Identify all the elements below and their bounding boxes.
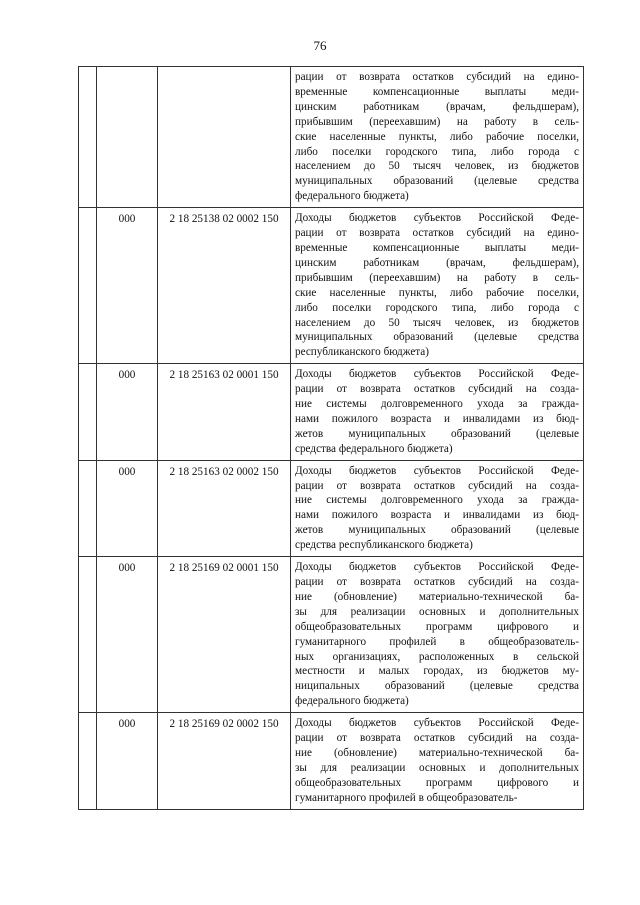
description-line: республиканского бюджета) — [295, 346, 430, 359]
description-line: Доходы бюджетов субъектов Российской Феде- — [295, 561, 579, 574]
blank-cell — [79, 364, 97, 460]
description-line: общеобразовательных программ цифрового и — [295, 620, 579, 633]
description-cell — [291, 460, 584, 556]
admin-code-cell: 000 — [97, 208, 158, 364]
description-cell — [291, 364, 584, 460]
admin-code-cell: 000 — [97, 557, 158, 713]
description-line: цинским работникам (врачам, фельдшерам), — [295, 100, 579, 113]
blank-cell — [79, 713, 97, 809]
kbk-code-cell: 2 18 25169 02 0002 150 — [158, 713, 291, 809]
kbk-code-cell: 2 18 25163 02 0002 150 — [158, 460, 291, 556]
description-line: ние системы долговременного ухода за гражда- — [295, 494, 579, 507]
description-line: нами пожилого возраста и инвалидами из бюд- — [295, 412, 579, 425]
description-line: федерального бюджета) — [295, 190, 409, 203]
blank-cell — [79, 67, 97, 208]
description-line: ние системы долговременного ухода за гражда- — [295, 398, 579, 411]
description-line: ние (обновление) материально-технической ба- — [295, 746, 579, 759]
page-number: 76 — [313, 38, 327, 53]
table-row — [79, 713, 584, 809]
description-line: рации от возврата остатков субсидий на едино- — [295, 227, 579, 240]
budget-classification-table — [78, 66, 584, 810]
description-line: населением до 50 тысяч человек, из бюджетов — [295, 316, 579, 329]
description-line: рации от возврата остатков субсидий на созда- — [295, 383, 579, 396]
table-row — [79, 364, 584, 460]
description-line: нами пожилого возраста и инвалидами из бюд- — [295, 509, 579, 522]
description-line: прибывшим (переехавшим) на работу в сель- — [295, 271, 579, 284]
description-line: зы для реализации основных и дополнительных — [295, 605, 579, 618]
description-line: ние (обновление) материально-технической ба- — [295, 590, 579, 603]
admin-code-cell: 000 — [97, 460, 158, 556]
description-line: жетов муниципальных образований (целевые — [295, 427, 579, 440]
table-row — [79, 460, 584, 556]
table-row — [79, 208, 584, 364]
description-line: федерального бюджета) — [295, 695, 409, 708]
description-line: зы для реализации основных и дополнительных — [295, 761, 579, 774]
kbk-code-cell: 2 18 25169 02 0001 150 — [158, 557, 291, 713]
description-line: местности и малых городах, из бюджетов му- — [295, 665, 579, 678]
description-line: ных организациях, расположенных в сельской — [295, 650, 579, 663]
kbk-code-cell — [158, 67, 291, 208]
description-line: Доходы бюджетов субъектов Российской Феде- — [295, 717, 579, 730]
description-line: ские населенные пункты, либо рабочие поселки, — [295, 130, 579, 143]
description-line: общеобразовательных программ цифрового и — [295, 776, 579, 789]
description-line: ниципальных образований (целевые средства — [295, 680, 579, 693]
kbk-code-cell: 2 18 25138 02 0002 150 — [158, 208, 291, 364]
description-line: муниципальных образований (целевые средства — [295, 175, 579, 188]
blank-cell — [79, 460, 97, 556]
description-line: либо поселки городского типа, либо города с — [295, 301, 579, 314]
admin-code-cell — [97, 67, 158, 208]
description-line: Доходы бюджетов субъектов Российской Феде- — [295, 212, 579, 225]
blank-cell — [79, 557, 97, 713]
description-line: рации от возврата остатков субсидий на едино- — [295, 71, 579, 83]
description-line: временные компенсационные выплаты меди- — [295, 241, 579, 254]
kbk-code-cell: 2 18 25163 02 0001 150 — [158, 364, 291, 460]
table-row — [79, 557, 584, 713]
description-cell — [291, 67, 584, 208]
description-line: средства федерального бюджета) — [295, 442, 453, 455]
description-line: муниципальных образований (целевые средства — [295, 331, 579, 344]
description-line: ские населенные пункты, либо рабочие поселки, — [295, 286, 579, 299]
description-cell — [291, 557, 584, 713]
blank-cell — [79, 208, 97, 364]
table-row — [79, 67, 584, 208]
description-line: цинским работникам (врачам, фельдшерам), — [295, 256, 579, 269]
description-line: Доходы бюджетов субъектов Российской Феде- — [295, 464, 579, 477]
description-line: рации от возврата остатков субсидий на созда- — [295, 732, 579, 745]
admin-code-cell: 000 — [97, 713, 158, 809]
description-cell — [291, 208, 584, 364]
description-line: жетов муниципальных образований (целевые — [295, 524, 579, 537]
description-line: прибывшим (переехавшим) на работу в сель- — [295, 115, 579, 128]
description-line: либо поселки городского типа, либо города с — [295, 145, 579, 158]
description-cell — [291, 713, 584, 809]
description-line: гуманитарного профилей в общеобразователь- — [295, 791, 518, 804]
description-line: рации от возврата остатков субсидий на созда- — [295, 479, 579, 492]
admin-code-cell: 000 — [97, 364, 158, 460]
description-line: рации от возврата остатков субсидий на созда- — [295, 576, 579, 588]
description-line: средства республиканского бюджета) — [295, 539, 473, 552]
description-line: временные компенсационные выплаты меди- — [295, 85, 579, 98]
description-line: Доходы бюджетов субъектов Российской Феде- — [295, 368, 579, 381]
description-line: населением до 50 тысяч человек, из бюджетов — [295, 160, 579, 173]
description-line: гуманитарного профилей в общеобразователь- — [295, 635, 579, 648]
